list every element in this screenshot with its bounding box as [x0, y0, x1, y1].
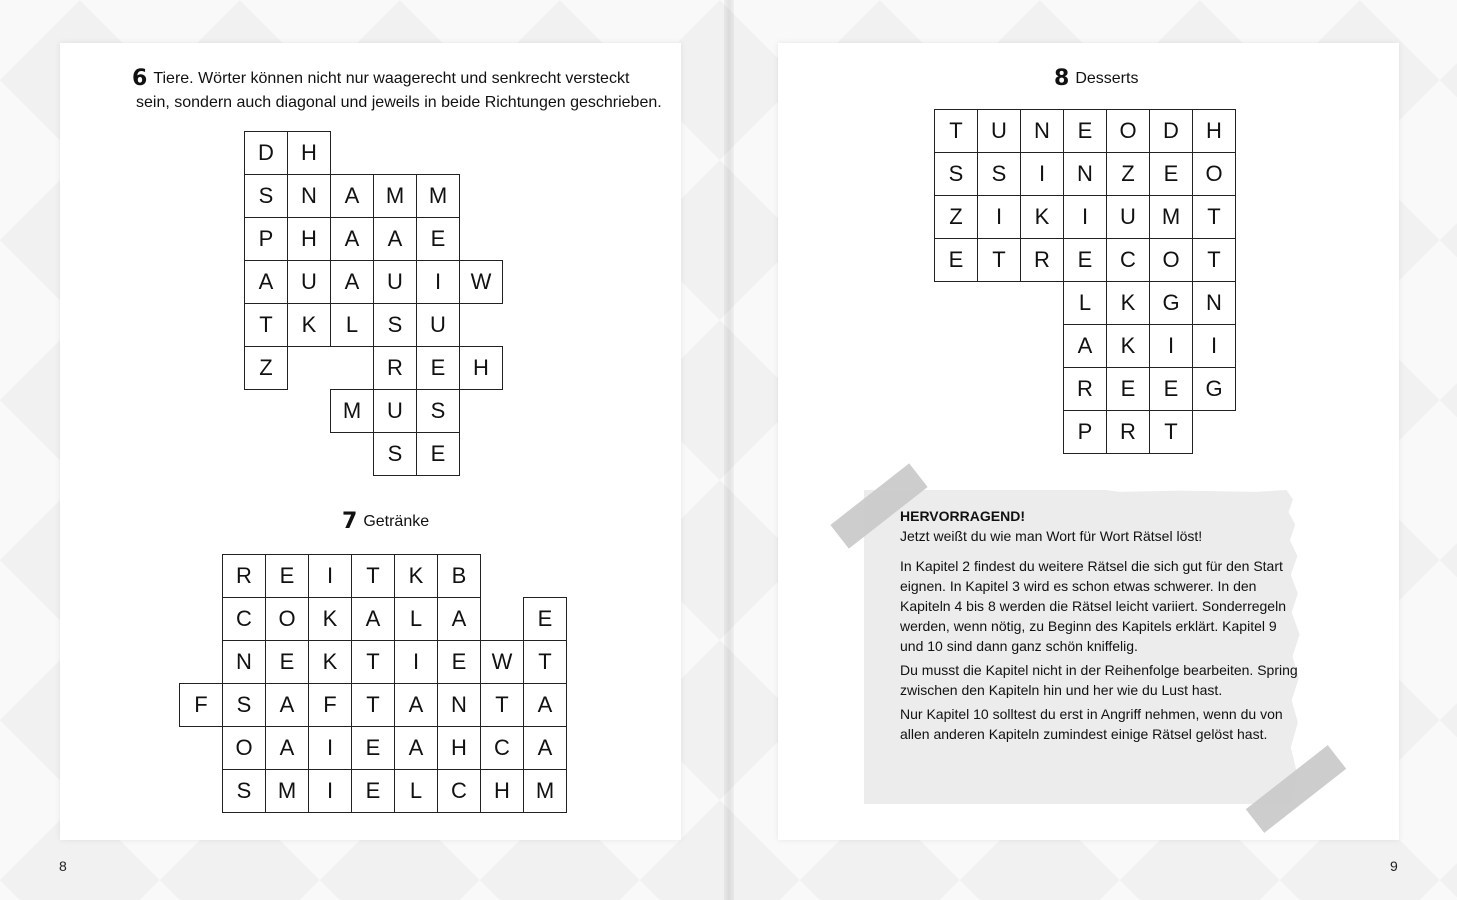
puzzle-7-cell: T	[351, 683, 395, 727]
puzzle-8-title-text: Desserts	[1075, 70, 1139, 87]
puzzle-6-cell: P	[244, 217, 288, 261]
puzzle-7-cell: I	[308, 554, 352, 598]
puzzle-7-cell: I	[308, 769, 352, 813]
puzzle-7-cell: A	[394, 683, 438, 727]
puzzle-6-cell: N	[287, 174, 331, 218]
puzzle-7-cell: B	[437, 554, 481, 598]
puzzle-8-cell: O	[1106, 109, 1150, 153]
puzzle-8-cell: Z	[1106, 152, 1150, 196]
puzzle-8-cell: C	[1106, 238, 1150, 282]
puzzle-7-cell: T	[523, 640, 567, 684]
puzzle-7-cell: E	[351, 726, 395, 770]
puzzle-6-cell: A	[244, 260, 288, 304]
puzzle-8-cell: O	[1192, 152, 1236, 196]
puzzle-8-cell: T	[1149, 410, 1193, 454]
puzzle-6-title-line1: Tiere. Wörter können nicht nur waagerecht und senkrecht versteckt	[153, 70, 630, 87]
puzzle-6-cell: S	[373, 432, 417, 476]
puzzle-8-cell: E	[1149, 152, 1193, 196]
note-paragraph-1: In Kapitel 2 findest du weitere Rätsel die sich gut für den Start eignen. In Kapitel 3 wird es schon etwas schwerer. In den Kapiteln 4 bis 8 werden die Rätsel leicht variiert. Sonderregeln werden, wenn nötig, zu Beginn des Kapitels erklärt. Kapitel 9 und 10 sind dann ganz schön kniffelig.	[900, 558, 1286, 654]
puzzle-6-cell: L	[330, 303, 374, 347]
puzzle-7-cell: W	[480, 640, 524, 684]
puzzle-7-cell: O	[265, 597, 309, 641]
puzzle-7-cell: L	[394, 769, 438, 813]
puzzle-6-title	[132, 68, 629, 90]
puzzle-8-cell: I	[1063, 195, 1107, 239]
puzzle-8-cell: S	[934, 152, 978, 196]
puzzle-8-cell: R	[1106, 410, 1150, 454]
puzzle-8-cell: U	[1106, 195, 1150, 239]
puzzle-7-cell: M	[265, 769, 309, 813]
puzzle-7-cell: C	[480, 726, 524, 770]
puzzle-8-cell: K	[1106, 281, 1150, 325]
note-subheading: Jetzt weißt du wie man Wort für Wort Rätsel löst!	[900, 528, 1203, 544]
note-text	[900, 506, 1300, 748]
puzzle-8-cell: Z	[934, 195, 978, 239]
puzzle-6-cell: T	[244, 303, 288, 347]
puzzle-8-cell: T	[977, 238, 1021, 282]
puzzle-7-cell: A	[351, 597, 395, 641]
puzzle-7-cell: E	[265, 554, 309, 598]
puzzle-6-cell: M	[373, 174, 417, 218]
note-heading: HERVORRAGEND!	[900, 508, 1025, 524]
puzzle-8-cell: E	[934, 238, 978, 282]
puzzle-7-cell: A	[265, 726, 309, 770]
puzzle-8-cell: R	[1063, 367, 1107, 411]
note-paragraph-3: Nur Kapitel 10 solltest du erst in Angriff nehmen, wenn du von allen anderen Kapiteln zumindest einige Rätsel gelöst hast.	[900, 706, 1283, 742]
puzzle-7-cell: E	[351, 769, 395, 813]
puzzle-8-cell: N	[1192, 281, 1236, 325]
puzzle-6-cell: Z	[244, 346, 288, 390]
puzzle-8-cell: G	[1149, 281, 1193, 325]
puzzle-7-cell: A	[437, 597, 481, 641]
puzzle-7-number: 7	[342, 509, 358, 534]
puzzle-8-cell: R	[1020, 238, 1064, 282]
puzzle-7-cell: N	[222, 640, 266, 684]
puzzle-8-cell: N	[1063, 152, 1107, 196]
puzzle-8-cell: S	[977, 152, 1021, 196]
puzzle-7-cell: S	[222, 769, 266, 813]
puzzle-6-cell: A	[330, 260, 374, 304]
puzzle-8-title	[1054, 68, 1138, 90]
puzzle-6-cell: M	[416, 174, 460, 218]
puzzle-7-cell: I	[394, 640, 438, 684]
page-number-left: 8	[59, 858, 67, 874]
puzzle-8-cell: P	[1063, 410, 1107, 454]
puzzle-6-cell: D	[244, 131, 288, 175]
puzzle-7-cell: A	[523, 726, 567, 770]
puzzle-8-cell: O	[1149, 238, 1193, 282]
puzzle-7-cell: F	[308, 683, 352, 727]
puzzle-8-cell: N	[1020, 109, 1064, 153]
puzzle-7-cell: N	[437, 683, 481, 727]
puzzle-8-cell: L	[1063, 281, 1107, 325]
puzzle-6-cell: E	[416, 432, 460, 476]
puzzle-8-cell: E	[1063, 109, 1107, 153]
puzzle-7-cell: K	[308, 597, 352, 641]
puzzle-8-cell: I	[1149, 324, 1193, 368]
puzzle-6-cell: A	[373, 217, 417, 261]
puzzle-6-cell: K	[287, 303, 331, 347]
puzzle-6-cell: U	[287, 260, 331, 304]
puzzle-6-cell: S	[244, 174, 288, 218]
puzzle-6-cell: H	[287, 217, 331, 261]
puzzle-7-cell: S	[222, 683, 266, 727]
puzzle-8-cell: H	[1192, 109, 1236, 153]
puzzle-6-cell: S	[373, 303, 417, 347]
puzzle-7-cell: F	[179, 683, 223, 727]
puzzle-8-cell: E	[1106, 367, 1150, 411]
puzzle-6-cell: R	[373, 346, 417, 390]
puzzle-8-cell: E	[1149, 367, 1193, 411]
puzzle-6-cell: S	[416, 389, 460, 433]
puzzle-6-cell: A	[330, 217, 374, 261]
puzzle-6-cell: H	[459, 346, 503, 390]
puzzle-7-cell: E	[523, 597, 567, 641]
puzzle-8-cell: I	[977, 195, 1021, 239]
page-number-right: 9	[1390, 858, 1398, 874]
puzzle-6-cell: H	[287, 131, 331, 175]
puzzle-7-cell: O	[222, 726, 266, 770]
puzzle-7-title	[342, 511, 429, 533]
puzzle-6-cell: U	[416, 303, 460, 347]
puzzle-6-number: 6	[132, 66, 148, 91]
puzzle-7-cell: E	[437, 640, 481, 684]
puzzle-7-cell: A	[394, 726, 438, 770]
puzzle-7-cell: R	[222, 554, 266, 598]
puzzle-7-cell: A	[523, 683, 567, 727]
puzzle-8-number: 8	[1054, 66, 1070, 91]
puzzle-8-cell: T	[1192, 195, 1236, 239]
puzzle-8-cell: G	[1192, 367, 1236, 411]
puzzle-7-cell: T	[351, 554, 395, 598]
puzzle-8-cell: T	[934, 109, 978, 153]
puzzle-6-cell: E	[416, 217, 460, 261]
puzzle-8-cell: I	[1192, 324, 1236, 368]
puzzle-8-cell: K	[1106, 324, 1150, 368]
puzzle-6-cell: W	[459, 260, 503, 304]
puzzle-7-cell: E	[265, 640, 309, 684]
puzzle-8-cell: A	[1063, 324, 1107, 368]
puzzle-7-cell: K	[394, 554, 438, 598]
puzzle-8-cell: M	[1149, 195, 1193, 239]
puzzle-6-cell: I	[416, 260, 460, 304]
puzzle-6-cell: M	[330, 389, 374, 433]
puzzle-7-cell: A	[265, 683, 309, 727]
puzzle-7-cell: I	[308, 726, 352, 770]
puzzle-7-cell: H	[437, 726, 481, 770]
puzzle-7-cell: M	[523, 769, 567, 813]
puzzle-8-cell: I	[1020, 152, 1064, 196]
puzzle-6-cell: A	[330, 174, 374, 218]
puzzle-7-cell: L	[394, 597, 438, 641]
puzzle-6-title-line2: sein, sondern auch diagonal und jeweils in beide Richtungen geschrieben.	[136, 94, 662, 111]
puzzle-8-cell: D	[1149, 109, 1193, 153]
puzzle-7-title-text: Getränke	[363, 513, 430, 530]
puzzle-8-cell: U	[977, 109, 1021, 153]
puzzle-7-cell: C	[437, 769, 481, 813]
book-spine	[724, 0, 734, 900]
puzzle-7-cell: C	[222, 597, 266, 641]
puzzle-6-cell: U	[373, 389, 417, 433]
puzzle-7-cell: T	[480, 683, 524, 727]
puzzle-7-cell: T	[351, 640, 395, 684]
puzzle-6-cell: U	[373, 260, 417, 304]
puzzle-8-cell: K	[1020, 195, 1064, 239]
puzzle-7-cell: K	[308, 640, 352, 684]
puzzle-7-cell: H	[480, 769, 524, 813]
puzzle-8-cell: E	[1063, 238, 1107, 282]
note-paragraph-2: Du musst die Kapitel nicht in der Reihenfolge bearbeiten. Spring zwischen den Kapiteln hin und her wie du Lust hast.	[900, 662, 1298, 698]
puzzle-8-cell: T	[1192, 238, 1236, 282]
puzzle-6-cell: E	[416, 346, 460, 390]
